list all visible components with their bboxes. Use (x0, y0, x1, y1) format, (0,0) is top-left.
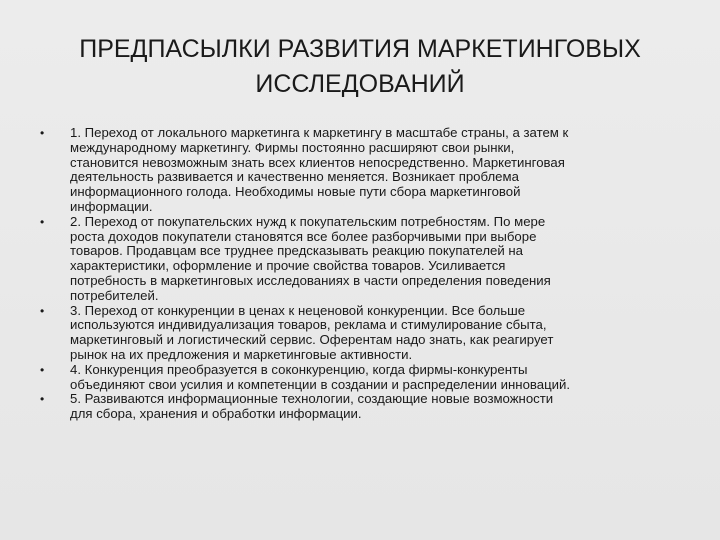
text-line: объединяют свои усилия и компетенции в создании и распределении инноваций. (70, 376, 571, 392)
bullet-icon: • (40, 303, 45, 318)
text-line: 3. Переход от конкуренции в ценах к неценовой конкуренции. Все больше (70, 302, 526, 318)
text-line: международному маркетингу. Фирмы постоянно расширяют свои рынки, (70, 139, 515, 155)
bullet-text (70, 392, 690, 422)
text-line: рынок на их предложения и маркетинговые активности. (70, 346, 413, 362)
text-line: используются индивидуализация товаров, реклама и стимулирование сбыта, (70, 317, 547, 333)
bullet-item (40, 126, 690, 215)
bullet-item (40, 304, 690, 363)
slide-title (40, 32, 680, 102)
text-line: информации. (70, 198, 153, 214)
text-line: 2. Переход от покупательских нужд к покупательским потребностям. По мере (70, 213, 546, 229)
bullet-item (40, 392, 690, 422)
text-line: для сбора, хранения и обработки информации. (70, 406, 362, 422)
bullet-list (40, 126, 690, 422)
text-line: характеристики, оформление и прочие свойства товаров. Усиливается (70, 258, 506, 274)
text-line: роста доходов покупатели становятся все более разборчивыми при выборе (70, 228, 537, 244)
bullet-icon: • (40, 362, 45, 377)
bullet-text (70, 304, 690, 363)
text-line: 1. Переход от локального маркетинга к маркетингу в масштабе страны, а затем к (70, 125, 569, 140)
text-line: 5. Развиваются информационные технологии, создающие новые возможности (70, 391, 554, 407)
text-line: деятельность развивается и качественно меняется. Возникает проблема (70, 169, 519, 185)
bullet-text (70, 363, 690, 393)
bullet-icon: • (40, 392, 45, 407)
slide-title-line: ПРЕДПАСЫЛКИ РАЗВИТИЯ МАРКЕТИНГОВЫХ (79, 35, 641, 63)
text-line: информационного голода. Необходимы новые пути сбора маркетинговой (70, 184, 521, 200)
text-line: потребителей. (70, 287, 159, 303)
bullet-icon: • (40, 214, 45, 229)
text-line: маркетинговый и логистический сервис. Оферентам надо знать, как реагирует (70, 332, 554, 348)
bullet-item (40, 215, 690, 304)
text-line: товаров. Продавцам все труднее предсказывать реакцию покупателей на (70, 243, 524, 259)
bullet-text (70, 215, 690, 304)
bullet-text (70, 126, 690, 215)
text-line: потребность в маркетинговых исследованиях в части определения поведения (70, 272, 551, 288)
text-line: 4. Конкуренция преобразуется в соконкуренцию, когда фирмы-конкуренты (70, 361, 528, 377)
bullet-item (40, 363, 690, 393)
text-line: становится невозможным знать всех клиентов непосредственно. Маркетинговая (70, 154, 565, 170)
slide-title-line: ИССЛЕДОВАНИЙ (255, 70, 465, 98)
bullet-icon: • (40, 126, 45, 140)
